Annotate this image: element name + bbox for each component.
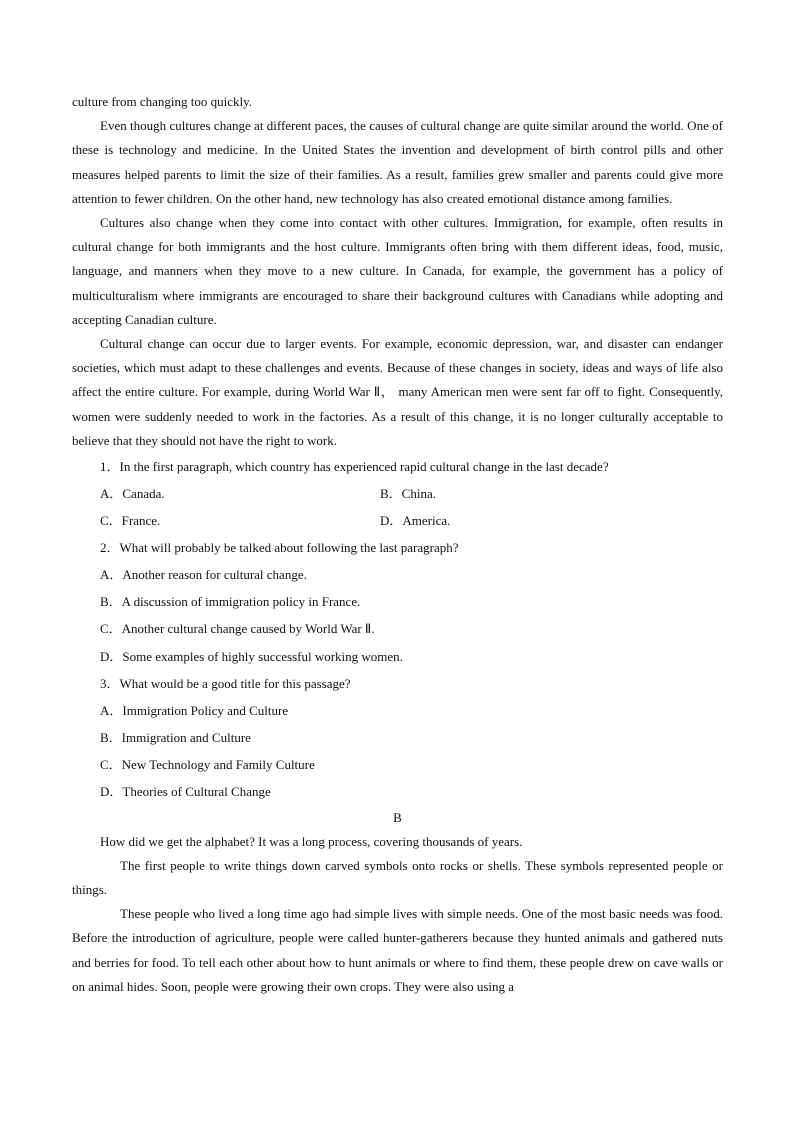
question-3-stem: 3．What would be a good title for this passage? (100, 675, 351, 691)
question-3-option-b: B．Immigration and Culture (100, 730, 251, 746)
question-1-option-a: A．Canada. (100, 486, 165, 502)
passage-b-paragraph-2: These people who lived a long time ago had simple lives with simple needs. One of the most basic needs was food. Before the introduction of agriculture, people were called hunter-gatherers because they hunted animals and gathered nuts and berries for food. To tell each other about how to hunt animals or where to find them, these people drew on cave walls or on animal hides. Soon, people were growing their own crops. They were also using a (72, 906, 723, 994)
passage-a-paragraph-2: Cultures also change when they come into contact with other cultures. Immigration, for example, often results in cultural change for both immigrants and the host culture. Immigrants often bring with them different ideas, food, music, language, and manners when they move to a new culture. In Canada, for example, the government has a policy of multiculturalism where immigrants are encouraged to share their background cultures with Canadians while adopting and accepting Canadian culture. (72, 215, 723, 327)
passage-a-paragraph-3: Cultural change can occur due to larger events. For example, economic depression, war, and disaster can endanger societies, which must adapt to these challenges and events. Because of these changes in society, ideas and ways of life also affect the entire culture. For example, during World War Ⅱ， many American men were sent far off to fight. Consequently, women were suddenly needed to work in the factories. As a result of this change, it is no longer culturally acceptable to believe that they should not have the right to work. (72, 336, 723, 448)
question-2 (72, 534, 723, 670)
question-1 (72, 453, 723, 534)
passage-a-paragraph-1: Even though cultures change at different paces, the causes of cultural change are quite similar around the world. One of these is technology and medicine. In the United States the invention and development of birth control pills and other measures helped parents to limit the size of their families. As a result, families grew smaller and parents could give more attention to fewer children. On the other hand, new technology has also created emotional distance among families. (72, 118, 723, 206)
question-1-option-d: D．America. (380, 513, 451, 529)
question-2-option-d: D．Some examples of highly successful working women. (100, 648, 403, 664)
section-heading-b: B (393, 809, 402, 825)
question-1-options-row-2 (72, 507, 723, 534)
passage-a-paragraph-0: culture from changing too quickly. (72, 94, 253, 109)
passage-b-paragraph-1: The first people to write things down carved symbols onto rocks or shells. These symbols represented people or things. (72, 857, 723, 898)
question-1-option-c: C．France. (100, 513, 161, 529)
question-3-option-a: A．Immigration Policy and Culture (100, 702, 289, 718)
passage-b-paragraph-0: How did we get the alphabet? It was a long process, covering thousands of years. (100, 833, 523, 849)
question-1-option-b: B．China. (380, 486, 436, 502)
question-2-option-b: B．A discussion of immigration policy in France. (100, 594, 361, 610)
question-3-option-c: C．New Technology and Family Culture (100, 757, 315, 773)
question-3 (72, 670, 723, 806)
document-page (72, 90, 723, 999)
question-2-option-c: C．Another cultural change caused by World War Ⅱ. (100, 621, 375, 637)
question-1-stem: 1．In the first paragraph, which country has experienced rapid cultural change in the last decade? (100, 459, 609, 475)
question-1-options-row-1 (72, 480, 723, 507)
question-2-stem: 2．What will probably be talked about following the last paragraph? (100, 540, 459, 556)
question-3-option-d: D．Theories of Cultural Change (100, 784, 271, 800)
question-2-option-a: A．Another reason for cultural change. (100, 567, 307, 583)
